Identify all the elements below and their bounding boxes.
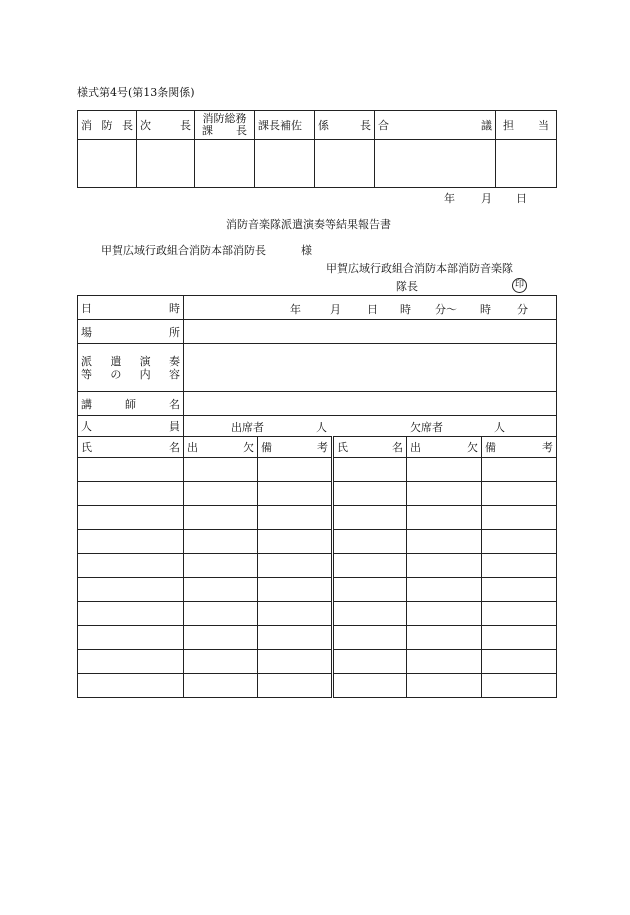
roster-cell[interactable] [333, 506, 407, 530]
roster-header-attendance: 出 欠 [407, 437, 482, 458]
roster-cell[interactable] [78, 602, 184, 626]
date-month: 月 [481, 192, 492, 205]
stamp-box[interactable] [137, 140, 195, 188]
roster-row [78, 626, 557, 650]
roster-cell[interactable] [407, 578, 482, 602]
absent-unit: 人 [494, 421, 505, 434]
roster-cell[interactable] [258, 578, 333, 602]
members-value[interactable] [184, 416, 557, 437]
datetime-label: 日 時 [78, 296, 184, 320]
roster-cell[interactable] [258, 626, 333, 650]
roster-cell[interactable] [184, 554, 258, 578]
place-label: 場 所 [78, 320, 184, 344]
roster-cell[interactable] [78, 578, 184, 602]
roster-cell[interactable] [333, 578, 407, 602]
roster-cell[interactable] [333, 674, 407, 698]
roster-cell[interactable] [407, 674, 482, 698]
roster-row [78, 674, 557, 698]
date-day: 日 [516, 192, 527, 205]
roster-cell[interactable] [184, 674, 258, 698]
roster-cell[interactable] [333, 530, 407, 554]
stamp-box[interactable] [255, 140, 315, 188]
roster-cell[interactable] [184, 650, 258, 674]
roster-body [78, 458, 557, 698]
roster-header-attendance: 出 欠 [184, 437, 258, 458]
addressee-name: 甲賀広域行政組合消防本部消防長 [101, 244, 266, 257]
content-label: 派 遣 演 奏 等 の 内 容 [78, 344, 184, 392]
roster-cell[interactable] [78, 674, 184, 698]
sender-title: 隊長 [396, 280, 418, 293]
roster-cell[interactable] [407, 554, 482, 578]
roster-cell[interactable] [482, 602, 557, 626]
roster-cell[interactable] [407, 530, 482, 554]
roster-row [78, 458, 557, 482]
roster-cell[interactable] [407, 458, 482, 482]
members-label: 人 員 [78, 416, 184, 437]
roster-cell[interactable] [78, 650, 184, 674]
roster-cell[interactable] [482, 482, 557, 506]
content-value[interactable] [184, 344, 557, 392]
stamp-box[interactable] [496, 140, 557, 188]
roster-cell[interactable] [78, 506, 184, 530]
roster-cell[interactable] [482, 674, 557, 698]
roster-row [78, 482, 557, 506]
report-table [77, 295, 557, 698]
roster-row [78, 602, 557, 626]
roster-row [78, 554, 557, 578]
roster-header-remarks: 備 考 [258, 437, 333, 458]
seal-mark: 印 [512, 278, 527, 293]
roster-cell[interactable] [482, 554, 557, 578]
roster-cell[interactable] [258, 554, 333, 578]
roster-cell[interactable] [482, 506, 557, 530]
roster-row [78, 578, 557, 602]
roster-row [78, 530, 557, 554]
present-unit: 人 [316, 421, 327, 434]
instructor-label: 講 師 名 [78, 392, 184, 416]
roster-cell[interactable] [407, 482, 482, 506]
instructor-value[interactable] [184, 392, 557, 416]
roster-cell[interactable] [258, 650, 333, 674]
roster-header-name: 氏 名 [78, 437, 184, 458]
roster-cell[interactable] [78, 482, 184, 506]
roster-cell[interactable] [333, 602, 407, 626]
roster-cell[interactable] [407, 602, 482, 626]
stamp-box[interactable] [78, 140, 137, 188]
date-year: 年 [444, 192, 455, 205]
present-label: 出席者 [231, 421, 264, 434]
addressee-honorific: 様 [301, 244, 312, 257]
roster-header-remarks: 備 考 [482, 437, 557, 458]
document-title: 消防音楽隊派遣演奏等結果報告書 [226, 218, 391, 231]
roster-cell[interactable] [482, 578, 557, 602]
roster-header-name: 氏 名 [333, 437, 407, 458]
roster-cell[interactable] [78, 458, 184, 482]
stamp-box[interactable] [375, 140, 496, 188]
stamp-box[interactable] [315, 140, 375, 188]
roster-cell[interactable] [333, 650, 407, 674]
approval-header-assistant-manager: 課長補佐 [255, 111, 315, 140]
roster-cell[interactable] [258, 458, 333, 482]
approval-header-in-charge: 担 当 [496, 111, 557, 140]
approval-header-general-affairs-manager: 消防総務 課 長 [195, 111, 255, 140]
roster-cell[interactable] [184, 506, 258, 530]
roster-cell[interactable] [258, 530, 333, 554]
roster-cell[interactable] [407, 506, 482, 530]
roster-cell[interactable] [482, 650, 557, 674]
roster-cell[interactable] [78, 554, 184, 578]
roster-cell[interactable] [482, 530, 557, 554]
approval-header-consultation: 合 議 [375, 111, 496, 140]
roster-cell[interactable] [184, 602, 258, 626]
approval-header-deputy-chief: 次 長 [137, 111, 195, 140]
datetime-value[interactable]: 年 月 日 時 分～ 時 分 [184, 296, 557, 320]
roster-cell[interactable] [333, 554, 407, 578]
roster-cell[interactable] [482, 626, 557, 650]
roster-cell[interactable] [407, 626, 482, 650]
absent-label: 欠席者 [410, 421, 443, 434]
stamp-box[interactable] [195, 140, 255, 188]
roster-cell[interactable] [258, 674, 333, 698]
roster-cell[interactable] [184, 530, 258, 554]
roster-cell[interactable] [78, 626, 184, 650]
approval-header-fire-chief: 消 防 長 [78, 111, 137, 140]
form-number: 様式第4号(第13条関係) [77, 86, 195, 99]
approval-table [77, 110, 557, 188]
roster-cell[interactable] [184, 626, 258, 650]
roster-cell[interactable] [184, 458, 258, 482]
roster-row [78, 506, 557, 530]
roster-cell[interactable] [258, 602, 333, 626]
roster-cell[interactable] [333, 482, 407, 506]
roster-cell[interactable] [333, 458, 407, 482]
roster-cell[interactable] [258, 506, 333, 530]
roster-row [78, 650, 557, 674]
roster-cell[interactable] [184, 482, 258, 506]
approval-header-section-chief: 係 長 [315, 111, 375, 140]
roster-cell[interactable] [482, 458, 557, 482]
sender-org: 甲賀広域行政組合消防本部消防音楽隊 [326, 262, 513, 275]
place-value[interactable] [184, 320, 557, 344]
roster-cell[interactable] [333, 626, 407, 650]
roster-cell[interactable] [184, 578, 258, 602]
roster-cell[interactable] [78, 530, 184, 554]
roster-cell[interactable] [258, 482, 333, 506]
roster-cell[interactable] [407, 650, 482, 674]
